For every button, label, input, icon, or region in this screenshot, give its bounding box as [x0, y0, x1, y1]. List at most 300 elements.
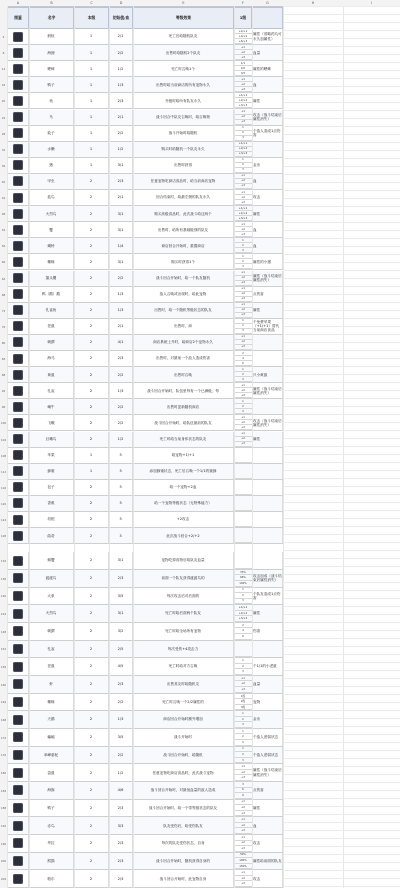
- row-number[interactable]: 88: [1, 373, 6, 378]
- icon-cell[interactable]: [7, 61, 29, 76]
- icon-cell[interactable]: [7, 623, 29, 640]
- level-value[interactable]: +2/+2: [234, 98, 252, 103]
- pet-name[interactable]: 单峰骆驼: [29, 747, 74, 764]
- level-value[interactable]: +2: [234, 437, 252, 442]
- pet-note[interactable]: 属性（省略药丸可永久加属性）: [252, 29, 283, 44]
- pet-tier[interactable]: 2: [74, 764, 109, 781]
- pet-name[interactable]: 大象: [29, 588, 74, 605]
- level-value[interactable]: 1: [234, 729, 252, 735]
- pet-ability[interactable]: 此次战斗回合+2/+2: [133, 528, 234, 543]
- pet-stats[interactable]: 2/3: [109, 351, 133, 366]
- pet-ability[interactable]: 任意宠物吃商店食品时，此次战斗宠物: [133, 764, 234, 781]
- pet-name[interactable]: 刺猬: [29, 335, 74, 350]
- level-value[interactable]: +1/+1: [234, 142, 252, 147]
- pet-ability[interactable]: 战斗回合开始时，给队伍最前的队友: [133, 415, 234, 430]
- pet-note[interactable]: [252, 496, 283, 511]
- level-value[interactable]: +1: [234, 287, 252, 292]
- pet-ability[interactable]: 战斗回合开始时，给一个队友随机: [133, 271, 234, 286]
- pet-tier[interactable]: 2: [74, 552, 109, 569]
- level-value[interactable]: +2/+2: [234, 147, 252, 152]
- pet-tier[interactable]: 2: [74, 254, 109, 269]
- level-value[interactable]: 3: [234, 740, 252, 746]
- column-letter-b[interactable]: B: [50, 1, 53, 5]
- pet-stats[interactable]: 2/3: [109, 93, 133, 108]
- icon-cell[interactable]: [7, 570, 29, 587]
- pet-stats[interactable]: 2/2: [109, 367, 133, 382]
- pet-note[interactable]: 血: [252, 174, 283, 189]
- level-value[interactable]: 3: [234, 782, 252, 788]
- pet-note[interactable]: 属性: [252, 605, 283, 622]
- pet-tier[interactable]: 2: [74, 623, 109, 640]
- pet-stats[interactable]: 2/3: [109, 870, 133, 887]
- pet-ability[interactable]: 出售时召唤: [133, 367, 234, 382]
- level-value[interactable]: 1: [234, 399, 252, 404]
- pet-ability[interactable]: 添加蜂蜜状态，死亡后召唤一个1/1的蜜蜂: [133, 464, 234, 479]
- level-value[interactable]: 2: [234, 623, 252, 629]
- pet-ability[interactable]: 出售时，对最前一个敌人造成伤害: [133, 351, 234, 366]
- icon-cell[interactable]: [7, 45, 29, 60]
- level-value[interactable]: 1: [234, 747, 252, 753]
- pet-name[interactable]: 蝎蛉: [29, 238, 74, 253]
- pet-tier[interactable]: 2: [74, 512, 109, 527]
- pet-note[interactable]: 属性: [252, 206, 283, 221]
- level-value[interactable]: +2: [234, 227, 252, 232]
- level-value[interactable]: [234, 528, 252, 543]
- pet-ability[interactable]: 前面一个队友获得渡渡鸟的: [133, 570, 234, 587]
- row-number[interactable]: 104: [0, 437, 7, 442]
- pet-name[interactable]: 猫头鹰: [29, 271, 74, 286]
- pet-ability[interactable]: 出售时给当前商店的所有宠物永久: [133, 77, 234, 92]
- pet-name[interactable]: 甲虫: [29, 174, 74, 189]
- pet-note[interactable]: [252, 464, 283, 479]
- pet-stats[interactable]: 1/4: [109, 238, 133, 253]
- pet-stats[interactable]: 2/1: [109, 110, 133, 125]
- level-value[interactable]: +1: [234, 174, 252, 179]
- pet-name[interactable]: 蚂蚁: [29, 29, 74, 44]
- pet-name[interactable]: 火烈鸟: [29, 206, 74, 221]
- icon-cell[interactable]: [7, 512, 29, 527]
- level-value[interactable]: +3: [234, 811, 252, 817]
- pet-note[interactable]: [252, 335, 283, 350]
- pet-stats[interactable]: 3/1: [109, 552, 133, 569]
- icon-cell[interactable]: [7, 747, 29, 764]
- level-value[interactable]: +1: [234, 271, 252, 276]
- level-value[interactable]: 150%: [234, 864, 252, 870]
- level-value[interactable]: +3: [234, 345, 252, 350]
- level-value[interactable]: +1: [234, 45, 252, 50]
- row-number[interactable]: 184: [0, 788, 7, 793]
- pet-ability[interactable]: 死亡时给全场所有宠物: [133, 623, 234, 640]
- icon-cell[interactable]: [7, 142, 29, 157]
- row-number[interactable]: 56: [1, 244, 6, 249]
- pet-name[interactable]: 考拉: [29, 835, 74, 852]
- pet-note[interactable]: 属性: [252, 93, 283, 108]
- pet-note[interactable]: 伤害: [252, 623, 283, 640]
- level-value[interactable]: 6: [234, 361, 252, 366]
- pet-ability[interactable]: 任意宠物吃商店食品时，给当前商店宠物: [133, 174, 234, 189]
- level-value[interactable]: +1/+1: [234, 206, 252, 211]
- icon-cell[interactable]: [7, 206, 29, 221]
- pet-name[interactable]: 黄鼠: [29, 367, 74, 382]
- level-value[interactable]: +2: [234, 276, 252, 281]
- level-value[interactable]: +3/+3: [234, 216, 252, 221]
- row-number[interactable]: 76: [1, 324, 6, 329]
- icon-cell[interactable]: [7, 729, 29, 746]
- level-value[interactable]: +1: [234, 383, 252, 388]
- level-value[interactable]: +3: [234, 393, 252, 398]
- pet-ability[interactable]: 死亡时召唤一个2/2属性的: [133, 694, 234, 711]
- pet-tier[interactable]: 1: [74, 45, 109, 60]
- level-value[interactable]: [234, 552, 252, 569]
- row-number[interactable]: 108: [0, 453, 7, 458]
- level-value[interactable]: +3: [234, 687, 252, 693]
- pet-name[interactable]: 老鼠: [29, 658, 74, 675]
- pet-tier[interactable]: 2: [74, 658, 109, 675]
- pet-stats[interactable]: 3: [109, 464, 133, 479]
- level-value[interactable]: 3: [234, 377, 252, 382]
- level-value[interactable]: 50%: [234, 853, 252, 859]
- column-letter-g[interactable]: G: [266, 1, 269, 5]
- level-value[interactable]: [234, 512, 252, 527]
- pet-stats[interactable]: 3/1: [109, 158, 133, 173]
- level-value[interactable]: +1/+1: [234, 605, 252, 611]
- pet-stats[interactable]: 3: [109, 480, 133, 495]
- pet-name[interactable]: 熊猫: [29, 853, 74, 870]
- pet-note[interactable]: 个敌人虚弱状态: [252, 747, 283, 764]
- pet-name[interactable]: 海狸: [29, 45, 74, 60]
- level-value[interactable]: +2: [234, 420, 252, 425]
- pet-stats[interactable]: 1/3: [109, 287, 133, 302]
- row-number[interactable]: 112: [0, 469, 7, 474]
- level-value[interactable]: +2: [234, 308, 252, 313]
- pet-ability[interactable]: 商店回合开始时额外增加: [133, 711, 234, 728]
- pet-tier[interactable]: 2: [74, 238, 109, 253]
- level-value[interactable]: 1/1: [234, 61, 252, 66]
- pet-ability[interactable]: 战斗回合中队友召唤时，给召唤物: [133, 110, 234, 125]
- pet-stats[interactable]: 2/2: [109, 271, 133, 286]
- level-value[interactable]: +1: [234, 303, 252, 308]
- pet-tier[interactable]: 2: [74, 835, 109, 852]
- pet-note[interactable]: [252, 528, 283, 543]
- level-value[interactable]: 3: [234, 758, 252, 764]
- pet-stats[interactable]: 3/1: [109, 222, 133, 237]
- level-value[interactable]: +1: [234, 676, 252, 682]
- pet-stats[interactable]: 3/1: [109, 206, 133, 221]
- row-number[interactable]: 148: [0, 629, 7, 634]
- pet-stats[interactable]: 1/3: [109, 303, 133, 318]
- pet-tier[interactable]: 2: [74, 870, 109, 887]
- level-value[interactable]: +2: [234, 805, 252, 811]
- level-value[interactable]: 2: [234, 734, 252, 740]
- icon-cell[interactable]: [7, 448, 29, 463]
- pet-stats[interactable]: 3: [109, 496, 133, 511]
- pet-ability[interactable]: 每次攻击后对后面的: [133, 588, 234, 605]
- row-number[interactable]: 124: [0, 518, 7, 523]
- pet-note[interactable]: 金币: [252, 158, 283, 173]
- pet-stats[interactable]: 1/2: [109, 142, 133, 157]
- column-letter-d[interactable]: D: [119, 1, 123, 5]
- pet-name[interactable]: 飞蛾: [29, 415, 74, 430]
- level-value[interactable]: 2: [234, 752, 252, 758]
- level-value[interactable]: [234, 641, 252, 658]
- icon-cell[interactable]: [7, 254, 29, 269]
- pet-note[interactable]: 属性: [252, 800, 283, 817]
- pet-ability[interactable]: 死亡时给当前身体状态的队友: [133, 432, 234, 447]
- pet-name[interactable]: 帕尔: [29, 870, 74, 887]
- level-value[interactable]: +2/+2: [234, 211, 252, 216]
- icon-cell[interactable]: [7, 853, 29, 870]
- row-number[interactable]: 44: [1, 196, 6, 201]
- level-value[interactable]: +2: [234, 50, 252, 55]
- row-number[interactable]: 116: [0, 485, 7, 490]
- icon-cell[interactable]: [7, 528, 29, 543]
- pet-note[interactable]: 个队友造成1点伤害: [252, 588, 283, 605]
- pet-name[interactable]: 螃蟹: [29, 552, 74, 569]
- pet-ability[interactable]: 出售时，商: [133, 319, 234, 334]
- pet-tier[interactable]: 1: [74, 448, 109, 463]
- row-number[interactable]: 192: [0, 824, 7, 829]
- pet-ability[interactable]: +2攻击: [133, 512, 234, 527]
- pet-note[interactable]: 血量: [252, 676, 283, 693]
- pet-name[interactable]: 蓝鸟: [29, 190, 74, 205]
- level-value[interactable]: +2/+2: [234, 611, 252, 617]
- pet-note[interactable]: 属性: [252, 432, 283, 447]
- pet-note[interactable]: 点伤害: [252, 287, 283, 302]
- level-value[interactable]: 2: [234, 259, 252, 264]
- row-number[interactable]: 84: [1, 357, 6, 362]
- level-value[interactable]: +3: [234, 232, 252, 237]
- icon-cell[interactable]: [7, 480, 29, 495]
- level-value[interactable]: [234, 464, 252, 479]
- pet-ability[interactable]: 战斗回合开始时，给随机: [133, 747, 234, 764]
- icon-cell[interactable]: [7, 351, 29, 366]
- pet-stats[interactable]: 1/3: [109, 711, 133, 728]
- pet-note[interactable]: 血量: [252, 45, 283, 60]
- icon-cell[interactable]: [7, 800, 29, 817]
- pet-ability[interactable]: 战斗开始时给随机: [133, 126, 234, 141]
- level-value[interactable]: +3: [234, 55, 252, 60]
- icon-cell[interactable]: [7, 383, 29, 398]
- level-value[interactable]: +3: [234, 313, 252, 318]
- pet-note[interactable]: 属性给前面的队友: [252, 853, 283, 870]
- pet-note[interactable]: 个1/1的小老鼠: [252, 658, 283, 675]
- pet-stats[interactable]: 2/3: [109, 835, 133, 852]
- pet-note[interactable]: 属性（战斗结束后属性消失）: [252, 764, 283, 781]
- level-value[interactable]: 3: [234, 722, 252, 728]
- pet-ability[interactable]: 战斗回合开始时，给一个带等级状态的队友: [133, 800, 234, 817]
- row-number[interactable]: 140: [0, 594, 7, 599]
- pet-ability[interactable]: 商店系统上升时，给商店2个宠物永久: [133, 335, 234, 350]
- row-number[interactable]: 128: [0, 534, 7, 539]
- column-letter-f[interactable]: F: [242, 1, 244, 5]
- icon-cell[interactable]: [7, 238, 29, 253]
- pet-name[interactable]: 蜂蜜: [29, 464, 74, 479]
- level-value[interactable]: 1: [234, 158, 252, 163]
- level-value[interactable]: +2: [234, 388, 252, 393]
- pet-tier[interactable]: 2: [74, 303, 109, 318]
- icon-cell[interactable]: [7, 335, 29, 350]
- level-value[interactable]: 2: [234, 593, 252, 599]
- icon-cell[interactable]: [7, 190, 29, 205]
- pet-name[interactable]: 蜘蛛: [29, 694, 74, 711]
- pet-ability[interactable]: 每次受伤+4攻击力: [133, 641, 234, 658]
- pet-name[interactable]: 孔雀: [29, 383, 74, 398]
- pet-note[interactable]: 个敌人虚弱状态: [252, 729, 283, 746]
- row-number[interactable]: 164: [0, 700, 7, 705]
- level-value[interactable]: +6/+3: [234, 39, 252, 44]
- level-value[interactable]: +1/+1: [234, 93, 252, 98]
- level-value[interactable]: 2: [234, 717, 252, 723]
- pet-name[interactable]: 天鹅: [29, 711, 74, 728]
- pet-note[interactable]: 血: [252, 817, 283, 834]
- pet-tier[interactable]: 1: [74, 158, 109, 173]
- pet-name[interactable]: 蝙蝠: [29, 729, 74, 746]
- pet-tier[interactable]: 2: [74, 415, 109, 430]
- row-number[interactable]: 32: [1, 147, 6, 152]
- level-value[interactable]: 4: [234, 356, 252, 361]
- pet-name[interactable]: 培根: [29, 512, 74, 527]
- pet-ability[interactable]: 回合结束时，给最左侧的队友永久: [133, 190, 234, 205]
- icon-cell[interactable]: [7, 415, 29, 430]
- level-value[interactable]: 2/2: [234, 66, 252, 71]
- level-value[interactable]: 100%: [234, 858, 252, 864]
- level-value[interactable]: +1: [234, 415, 252, 420]
- pet-name[interactable]: 包子: [29, 480, 74, 495]
- pet-ability[interactable]: 战斗回合开始时，随机获得自身的: [133, 853, 234, 870]
- icon-cell[interactable]: [7, 870, 29, 887]
- level-value[interactable]: 1: [234, 367, 252, 372]
- icon-cell[interactable]: [7, 782, 29, 799]
- pet-tier[interactable]: 2: [74, 351, 109, 366]
- level-value[interactable]: +3: [234, 297, 252, 302]
- level-value[interactable]: 3: [234, 168, 252, 173]
- pet-name[interactable]: 虾: [29, 676, 74, 693]
- row-number[interactable]: 52: [1, 228, 6, 233]
- pet-note[interactable]: [252, 641, 283, 658]
- pet-tier[interactable]: 2: [74, 605, 109, 622]
- pet-note[interactable]: 属性的蟋蟀: [252, 61, 283, 76]
- pet-tier[interactable]: 2: [74, 367, 109, 382]
- pet-name[interactable]: 刺猬: [29, 623, 74, 640]
- pet-name[interactable]: 苹果: [29, 448, 74, 463]
- level-value[interactable]: 3: [234, 329, 252, 334]
- pet-tier[interactable]: 2: [74, 335, 109, 350]
- level-value[interactable]: +3: [234, 281, 252, 286]
- pet-note[interactable]: [252, 351, 283, 366]
- level-value[interactable]: +3: [234, 442, 252, 447]
- pet-tier[interactable]: 2: [74, 383, 109, 398]
- level-value[interactable]: +1: [234, 800, 252, 806]
- pet-stats[interactable]: 2/3: [109, 853, 133, 870]
- row-number[interactable]: 188: [0, 806, 7, 811]
- pet-ability[interactable]: 给宠物+1/+1: [133, 448, 234, 463]
- column-letter-c[interactable]: C: [90, 1, 93, 5]
- pet-name[interactable]: 鸭子: [29, 800, 74, 817]
- pet-name[interactable]: 马: [29, 110, 74, 125]
- row-number[interactable]: 120: [0, 501, 7, 506]
- icon-cell[interactable]: [7, 694, 29, 711]
- pet-stats[interactable]: 2/3: [109, 570, 133, 587]
- level-value[interactable]: 1: [234, 126, 252, 131]
- pet-stats[interactable]: 3: [109, 512, 133, 527]
- row-number[interactable]: 156: [0, 665, 7, 670]
- row-number[interactable]: 92: [1, 389, 6, 394]
- pet-name[interactable]: 香蕉: [29, 496, 74, 511]
- pet-note[interactable]: 攻击加成（战斗结束后属性消失）: [252, 570, 283, 587]
- level-value[interactable]: +2: [234, 770, 252, 776]
- pet-ability[interactable]: 出售时，给一个随机等级状态的队友: [133, 303, 234, 318]
- icon-cell[interactable]: [7, 367, 29, 382]
- pet-ability[interactable]: 敌人召唤或出现时，给此宠物: [133, 287, 234, 302]
- pet-tier[interactable]: 2: [74, 817, 109, 834]
- column-letter-e[interactable]: E: [182, 1, 185, 5]
- pet-ability[interactable]: 购买高级食品时，此次战斗给这两个: [133, 206, 234, 221]
- level-value[interactable]: 1: [234, 319, 252, 324]
- icon-cell[interactable]: [7, 605, 29, 622]
- pet-note[interactable]: 宠物: [252, 694, 283, 711]
- row-number[interactable]: 196: [0, 841, 7, 846]
- pet-ability[interactable]: 出售时，给所有基础级别的队友: [133, 222, 234, 237]
- pet-ability[interactable]: 死亡时给后面两个队友: [133, 605, 234, 622]
- level-value[interactable]: 1: [234, 658, 252, 664]
- pet-stats[interactable]: 2/2: [109, 45, 133, 60]
- level-value[interactable]: +2/+1: [234, 29, 252, 34]
- pet-note[interactable]: 攻击: [252, 190, 283, 205]
- pet-stats[interactable]: 4/6: [109, 782, 133, 799]
- column-letter-a[interactable]: A: [16, 1, 20, 5]
- icon-cell[interactable]: [7, 77, 29, 92]
- level-value[interactable]: 66%: [234, 575, 252, 581]
- pet-note[interactable]: [252, 512, 283, 527]
- level-value[interactable]: 2: [234, 404, 252, 409]
- level-value[interactable]: +2: [234, 292, 252, 297]
- icon-cell[interactable]: [7, 271, 29, 286]
- pet-tier[interactable]: 2: [74, 528, 109, 543]
- pet-tier[interactable]: 1: [74, 126, 109, 141]
- row-number[interactable]: 176: [0, 753, 7, 758]
- pet-stats[interactable]: 3: [109, 448, 133, 463]
- pet-stats[interactable]: 3/1: [109, 254, 133, 269]
- pet-ability[interactable]: 出售时获得: [133, 158, 234, 173]
- level-value[interactable]: +2: [234, 115, 252, 120]
- level-value[interactable]: +3: [234, 425, 252, 430]
- pet-note[interactable]: 属性的小猪: [252, 254, 283, 269]
- pet-name[interactable]: 鱼: [29, 93, 74, 108]
- level-value[interactable]: 2: [234, 131, 252, 136]
- icon-cell[interactable]: [7, 464, 29, 479]
- level-value[interactable]: 3: [234, 409, 252, 414]
- level-value[interactable]: +1: [234, 764, 252, 770]
- pet-ability[interactable]: 战斗回合开始时，队伍里每有一个已满级，每: [133, 383, 234, 398]
- level-value[interactable]: +2: [234, 876, 252, 882]
- level-value[interactable]: +1: [234, 222, 252, 227]
- row-number[interactable]: 64: [1, 276, 6, 281]
- level-value[interactable]: +1: [234, 432, 252, 437]
- level-value[interactable]: +1: [234, 817, 252, 823]
- pet-tier[interactable]: 2: [74, 800, 109, 817]
- icon-cell[interactable]: [7, 658, 29, 675]
- pet-stats[interactable]: 2/2: [109, 126, 133, 141]
- pet-note[interactable]: [252, 448, 283, 463]
- level-value[interactable]: 9: [234, 793, 252, 799]
- row-number[interactable]: 204: [0, 877, 7, 882]
- level-value[interactable]: 4: [234, 628, 252, 634]
- pet-tier[interactable]: 2: [74, 190, 109, 205]
- pet-ability[interactable]: 购买时给随机一个队友永久: [133, 142, 234, 157]
- icon-cell[interactable]: [7, 93, 29, 108]
- pet-tier[interactable]: 2: [74, 222, 109, 237]
- level-value[interactable]: 3: [234, 599, 252, 605]
